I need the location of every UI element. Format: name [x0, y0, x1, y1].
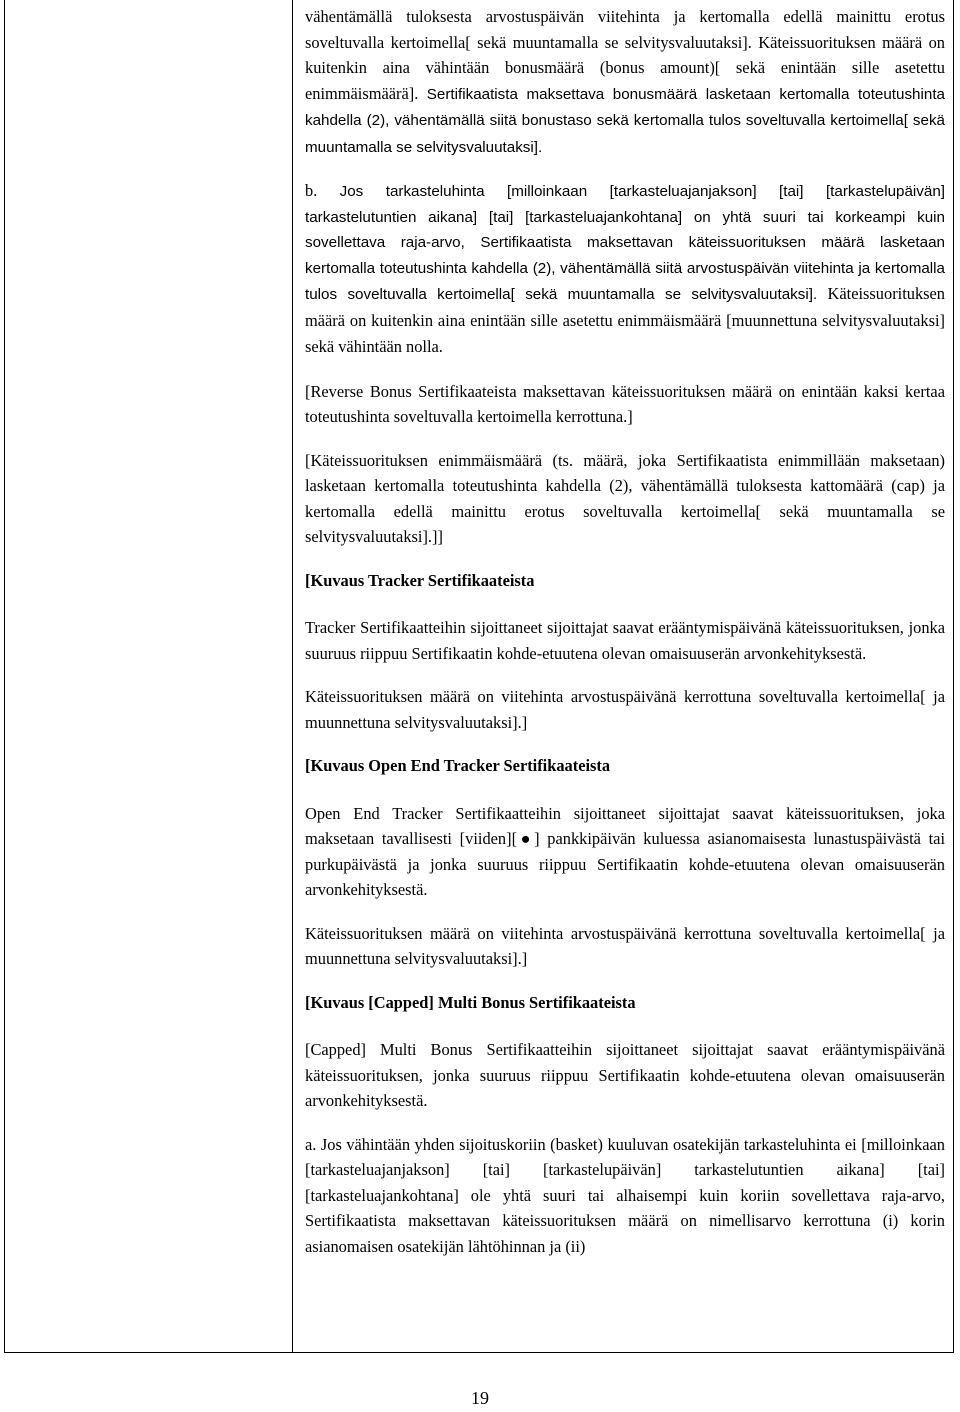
paragraph-3: [Reverse Bonus Sertifikaateista maksettavan käteissuorituksen määrä on enintään kaksi kertaa toteutushinta soveltuvalla kertoimella kerrottuna.]	[305, 381, 945, 426]
paragraph-5: Tracker Sertifikaatteihin sijoittaneet sijoittajat saavat erääntymispäivänä käteissuorituksen, jonka suuruus riippuu Sertifikaatin kohde-etuutena olevan omaisuuserän arvonkehityksestä.	[305, 618, 945, 663]
paragraph-6: Käteissuorituksen määrä on viitehinta arvostuspäivänä kerrottuna soveltuvalla kertoimella[ ja muunnettuna selvitysvaluutaksi].]	[305, 687, 945, 732]
page-number: 19	[471, 1388, 489, 1408]
paragraph-8: Käteissuorituksen määrä on viitehinta arvostuspäivänä kerrottuna soveltuvalla kertoimella[ ja muunnettuna selvitysvaluutaksi].]	[305, 923, 945, 968]
paragraph-1-sans-a: Käteissuorituksen määrä on kuitenkin aina vähintään bonusmäärä (bonus amount)[ sekä enintään sille asetettu enimmäismäärä].	[305, 32, 945, 103]
paragraph-7: Open End Tracker Sertifikaatteihin sijoittaneet sijoittajat saavat käteissuorituksen, joka maksetaan tavallisesti [viiden][●] pankkipäivän kuluessa asianomaisesta lunastuspäivästä tai purkupäivästä ja jonka suuruus riippuu Sertifikaatin kohde-etuutena olevan omaisuuserän arvonkehityksestä.	[305, 803, 945, 899]
paragraph-10: a. Jos vähintään yhden sijoituskoriin (basket) kuuluvan osatekijän tarkasteluhinta ei [milloinkaan [tarkasteluajanjakson] [tai] [tarkastelupäivän] tarkastelutuntien aikana] [tai] [tarkasteluajankohtana] ole yhtä suuri tai alhaisempi kuin koriin sovellettava raja-arvo, Sertifikaatista maksettavan käteissuorituksen määrä on nimellisarvo kerrottuna (i) korin asianomaisen osatekijän lähtöhinnan ja (ii)	[305, 1134, 945, 1256]
paragraph-2-tail: Käteissuorituksen määrä on kuitenkin aina enintään sille asetettu enimmäismäärä [muunnettuna selvitysvaluutaksi] sekä vähintään nolla.	[305, 284, 945, 356]
paragraph-2	[305, 178, 945, 361]
heading-tracker: [Kuvaus Tracker Sertifikaateista	[305, 570, 535, 590]
paragraph-1-serif: vähentämällä tuloksesta arvostuspäivän viitehinta ja kertomalla edellä mainittu erotus soveltuvalla kertoimella[ sekä muuntamalla se selvitysvaluutaksi].	[305, 7, 945, 52]
paragraph-1-sans-b: Sertifikaatista maksettava bonusmäärä lasketaan kertomalla toteutushinta kahdella (2), vähentämällä siitä bonustaso sekä kertomalla tulos soveltuvalla kertoimella[ sekä muuntamalla se selvitysvaluutaksi].	[305, 85, 945, 156]
paragraph-9: [Capped] Multi Bonus Sertifikaatteihin sijoittaneet sijoittajat saavat erääntymispäivänä käteissuorituksen, jonka suuruus riippuu Sertifikaatin kohde-etuutena olevan omaisuuserän arvonkehityksestä.	[305, 1040, 945, 1110]
paragraph-2-marker: b.	[305, 181, 340, 200]
paragraph-2-body: Jos tarkasteluhinta [milloinkaan [tarkasteluajanjakson] [tai] [tarkastelupäivän] tarkastelutuntien aikana] [tai] [tarkasteluajankohtana] on yhtä suuri tai korkeampi kuin sovellettava raja-arvo, Sertifikaatista maksettavan käteissuorituksen määrä lasketaan kertomalla toteutushinta kahdella (2), vähentämällä siitä arvostuspäivän viitehinta ja kertomalla tulos soveltuvalla kertoimella[ sekä muuntamalla se selvitysvaluutaksi].	[305, 183, 945, 303]
heading-open-end-tracker: [Kuvaus Open End Tracker Sertifikaateista	[305, 756, 611, 775]
paragraph-1	[305, 4, 945, 160]
heading-multi-bonus: [Kuvaus [Capped] Multi Bonus Sertifikaateista	[305, 992, 636, 1012]
document-content	[305, 4, 945, 1277]
paragraph-4: [Käteissuorituksen enimmäismäärä (ts. määrä, joka Sertifikaatista enimmillään maksetaan) lasketaan kertomalla toteutushinta kahdella (2), vähentämällä tuloksesta kattomäärä (cap) ja kertomalla edellä mainittu erotus soveltuvalla kertoimella[ sekä muuntamalla se selvitysvaluutaksi].]]	[305, 450, 945, 546]
